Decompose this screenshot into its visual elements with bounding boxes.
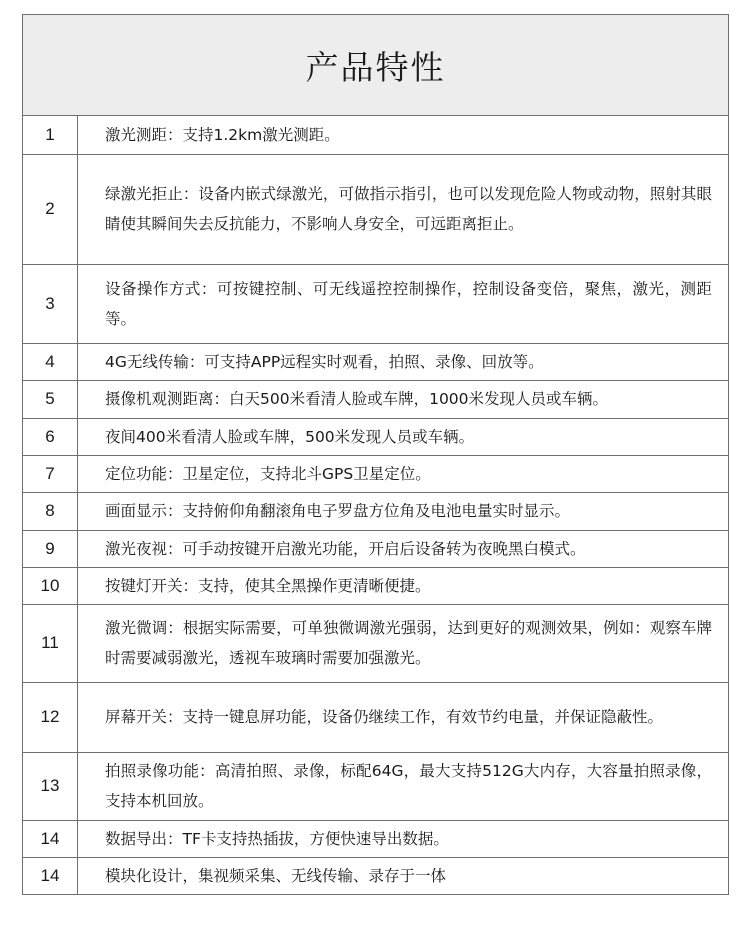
row-description: 摄像机观测距离：白天500米看清人脸或车牌，1000米发现人员或车辆。 <box>78 380 729 418</box>
row-number: 14 <box>23 857 78 894</box>
row-number: 4 <box>23 343 78 380</box>
row-number: 8 <box>23 492 78 530</box>
table-row <box>23 682 728 752</box>
table-row <box>23 380 728 418</box>
table-row <box>23 343 728 380</box>
feature-table <box>22 14 729 895</box>
row-description: 设备操作方式：可按键控制、可无线遥控控制操作，控制设备变倍，聚焦，激光，测距等。 <box>78 264 729 343</box>
row-number: 13 <box>23 752 78 820</box>
row-number: 5 <box>23 380 78 418</box>
table-header <box>23 15 728 116</box>
row-number: 6 <box>23 418 78 455</box>
table-row <box>23 752 728 820</box>
row-description: 4G无线传输：可支持APP远程实时观看，拍照、录像、回放等。 <box>78 343 729 380</box>
row-description: 夜间400米看清人脸或车牌，500米发现人员或车辆。 <box>78 418 729 455</box>
table-row <box>23 116 728 154</box>
row-number: 3 <box>23 264 78 343</box>
table-row <box>23 492 728 530</box>
row-description: 绿激光拒止：设备内嵌式绿激光，可做指示指引，也可以发现危险人物或动物，照射其眼睛使其瞬间失去反抗能力，不影响人身安全，可远距离拒止。 <box>78 154 729 264</box>
row-number: 14 <box>23 820 78 857</box>
row-description: 激光微调：根据实际需要，可单独微调激光强弱，达到更好的观测效果，例如：观察车牌时需要减弱激光，透视车玻璃时需要加强激光。 <box>78 604 729 682</box>
table-row <box>23 530 728 567</box>
table-row <box>23 264 728 343</box>
row-description: 拍照录像功能：高清拍照、录像，标配64G，最大支持512G大内存，大容量拍照录像，支持本机回放。 <box>78 752 729 820</box>
row-description: 激光测距：支持1.2km激光测距。 <box>105 125 340 144</box>
table-row <box>23 820 728 857</box>
row-description: 屏幕开关：支持一键息屏功能，设备仍继续工作，有效节约电量，并保证隐蔽性。 <box>78 682 729 752</box>
row-number: 1 <box>23 116 78 154</box>
row-number: 2 <box>23 154 78 264</box>
table-row <box>23 418 728 455</box>
table-row <box>23 154 728 264</box>
row-number: 11 <box>23 604 78 682</box>
row-number: 7 <box>23 455 78 492</box>
row-description: 激光夜视：可手动按键开启激光功能，开启后设备转为夜晚黑白模式。 <box>78 530 729 567</box>
row-number: 10 <box>23 567 78 604</box>
feature-list <box>23 116 728 894</box>
row-number: 9 <box>23 530 78 567</box>
page-title: 产品特性 <box>305 47 446 87</box>
table-row <box>23 857 728 894</box>
row-description: 模块化设计，集视频采集、无线传输、录存于一体 <box>78 857 729 894</box>
row-description: 定位功能：卫星定位，支持北斗GPS卫星定位。 <box>78 455 729 492</box>
row-description: 数据导出：TF卡支持热插拔，方便快速导出数据。 <box>78 820 729 857</box>
row-description: 按键灯开关：支持，使其全黑操作更清晰便捷。 <box>78 567 729 604</box>
row-number: 12 <box>23 682 78 752</box>
row-description: 画面显示：支持俯仰角翻滚角电子罗盘方位角及电池电量实时显示。 <box>78 492 729 530</box>
table-row <box>23 567 728 604</box>
table-row <box>23 604 728 682</box>
table-row <box>23 455 728 492</box>
